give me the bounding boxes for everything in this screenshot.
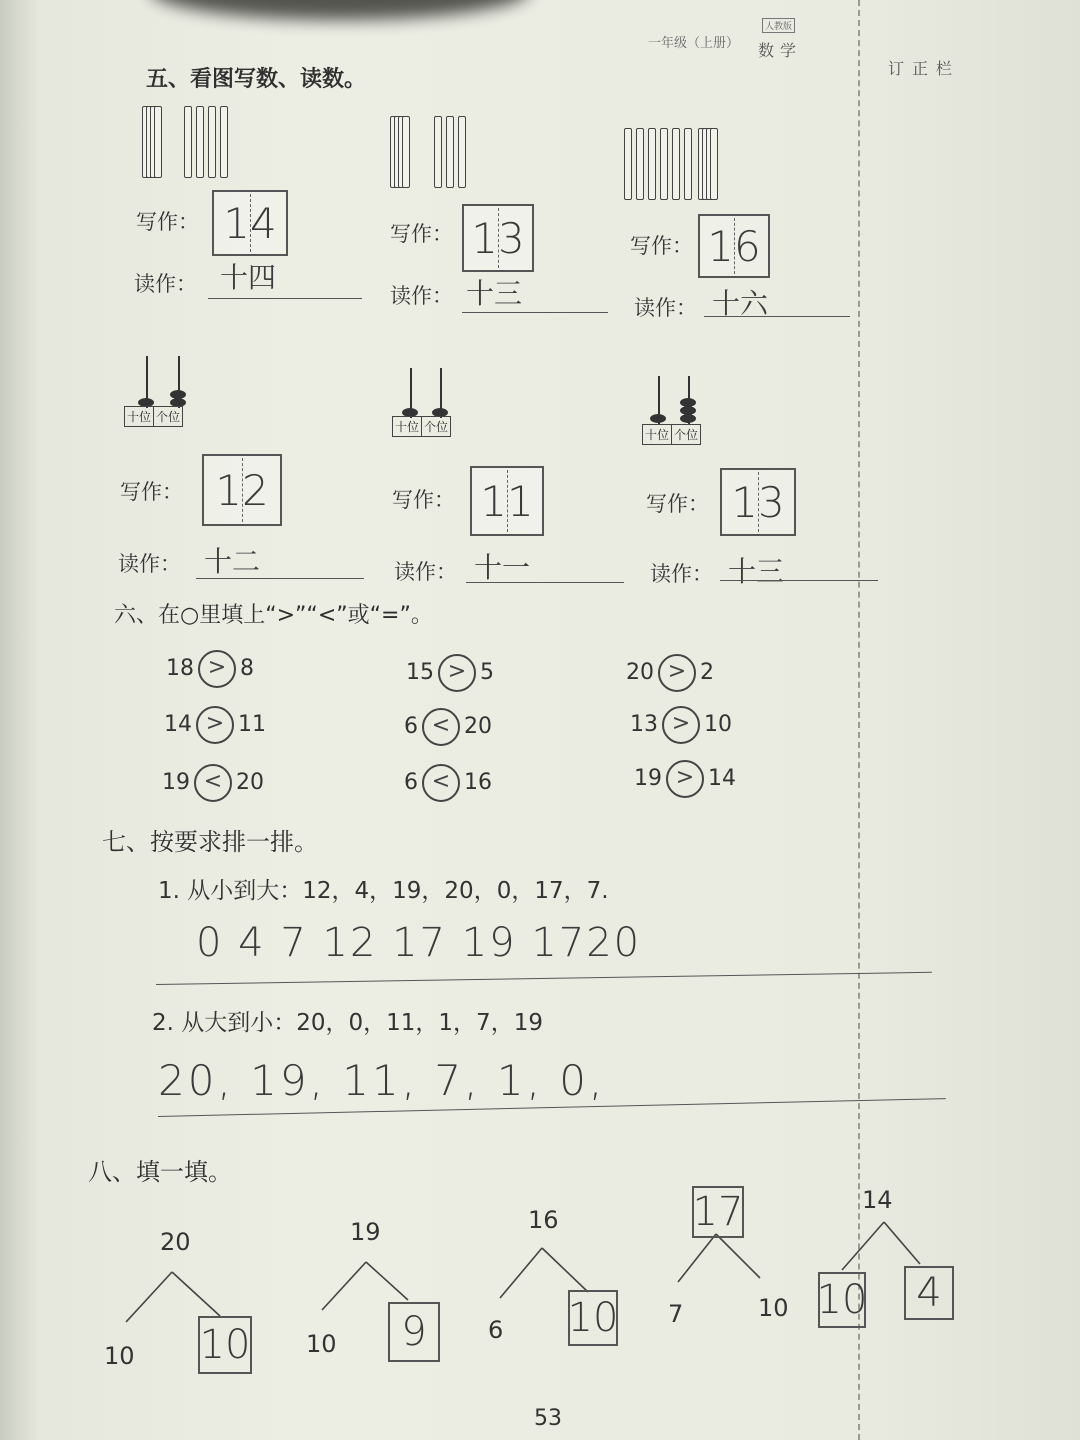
compare-item: 6 < 16 xyxy=(404,764,492,802)
compare-item: 13 > 10 xyxy=(630,706,732,744)
edition-badge: 人教版 xyxy=(762,18,795,33)
read-answer[interactable]: 十四 xyxy=(220,261,277,294)
ones-label: 个位 xyxy=(153,407,182,426)
tree-top: 16 xyxy=(528,1206,559,1234)
answer-text: 13 xyxy=(731,477,785,527)
answer-text: 16 xyxy=(707,221,761,271)
read-answer[interactable]: 十二 xyxy=(204,545,261,578)
tree-left: 10 xyxy=(306,1330,337,1358)
compare-circle[interactable]: > xyxy=(662,706,700,744)
answer-2[interactable]: 20, 19, 11, 7, 1, 0, xyxy=(158,1056,606,1105)
write-label: 写作： xyxy=(392,488,455,512)
tree-top: 19 xyxy=(350,1218,381,1246)
tree-answer-box[interactable]: 9 xyxy=(388,1302,440,1362)
tree-answer-box[interactable]: 4 xyxy=(904,1266,954,1320)
read-label: 读作： xyxy=(634,296,697,320)
compare-item: 19 < 20 xyxy=(162,764,264,802)
write-label: 写作： xyxy=(630,234,693,258)
read-label: 读作： xyxy=(394,560,457,584)
question-2: 2. 从大到小：20，0，11，1，7，19 xyxy=(152,1010,543,1036)
compare-item: 14 > 11 xyxy=(164,706,266,744)
tree-left: 10 xyxy=(104,1342,135,1370)
tens-label: 十位 xyxy=(645,428,670,442)
read-label: 读作： xyxy=(650,562,713,586)
compare-item: 6 < 20 xyxy=(404,708,492,746)
tree-left: 6 xyxy=(488,1316,504,1344)
compare-circle[interactable]: > xyxy=(198,650,236,688)
correction-column-label: 订正栏 xyxy=(888,59,961,78)
tree-answer-box[interactable]: 17 xyxy=(692,1186,744,1238)
answer-text: 11 xyxy=(480,476,534,526)
ones-label: 个位 xyxy=(421,417,450,436)
read-answer[interactable]: 十六 xyxy=(712,287,769,320)
answer-text: 13 xyxy=(471,213,525,263)
tree-right: 10 xyxy=(758,1294,789,1322)
tree-answer-box[interactable]: 10 xyxy=(568,1290,618,1346)
read-answer[interactable]: 十三 xyxy=(728,555,785,588)
tree-top: 20 xyxy=(160,1228,191,1256)
answer-box[interactable] xyxy=(462,204,534,272)
read-label: 读作： xyxy=(134,272,197,296)
tree-left: 7 xyxy=(668,1300,684,1328)
section5-title: 五、看图写数、读数。 xyxy=(146,67,367,92)
compare-item: 18 > 8 xyxy=(166,650,254,688)
compare-item: 19 > 14 xyxy=(634,760,736,798)
answer-box[interactable] xyxy=(212,190,288,256)
read-answer[interactable]: 十三 xyxy=(466,277,523,310)
tree-answer-box[interactable]: 10 xyxy=(818,1272,866,1328)
grade-label: 一年级（上册） xyxy=(648,36,740,51)
write-label: 写作： xyxy=(390,222,453,246)
answer-text: 12 xyxy=(215,465,269,515)
answer-1[interactable]: 0 4 7 12 17 19 1720 xyxy=(196,920,642,966)
section6-title: 六、在○里填上“>”“<”或“=”。 xyxy=(114,603,433,628)
answer-box[interactable] xyxy=(698,214,770,278)
write-label: 写作： xyxy=(646,492,709,516)
section7-title: 七、按要求排一排。 xyxy=(102,828,318,856)
compare-item: 20 > 2 xyxy=(626,654,714,692)
page-number: 53 xyxy=(534,1406,562,1431)
subject-label: 数学 xyxy=(758,41,803,60)
write-label: 写作： xyxy=(120,480,183,504)
tens-label: 十位 xyxy=(395,420,420,434)
question-1: 1. 从小到大：12，4，19，20，0，17，7. xyxy=(158,878,609,904)
tens-label: 十位 xyxy=(127,410,152,424)
answer-text: 14 xyxy=(223,198,277,248)
tree-answer-box[interactable]: 10 xyxy=(198,1316,252,1374)
compare-circle[interactable]: > xyxy=(658,654,696,692)
compare-circle[interactable]: < xyxy=(422,708,460,746)
compare-circle[interactable]: < xyxy=(422,764,460,802)
compare-circle[interactable]: < xyxy=(194,764,232,802)
ones-label: 个位 xyxy=(671,425,700,444)
tree-top: 14 xyxy=(862,1186,893,1214)
compare-item: 15 > 5 xyxy=(406,654,494,692)
compare-circle[interactable]: > xyxy=(666,760,704,798)
read-answer[interactable]: 十一 xyxy=(474,551,531,584)
read-label: 读作： xyxy=(118,552,181,576)
compare-circle[interactable]: > xyxy=(196,706,234,744)
write-label: 写作： xyxy=(136,210,199,234)
answer-box[interactable] xyxy=(720,468,796,536)
read-label: 读作： xyxy=(390,284,453,308)
compare-circle[interactable]: > xyxy=(438,654,476,692)
section8-title: 八、填一填。 xyxy=(88,1158,232,1186)
